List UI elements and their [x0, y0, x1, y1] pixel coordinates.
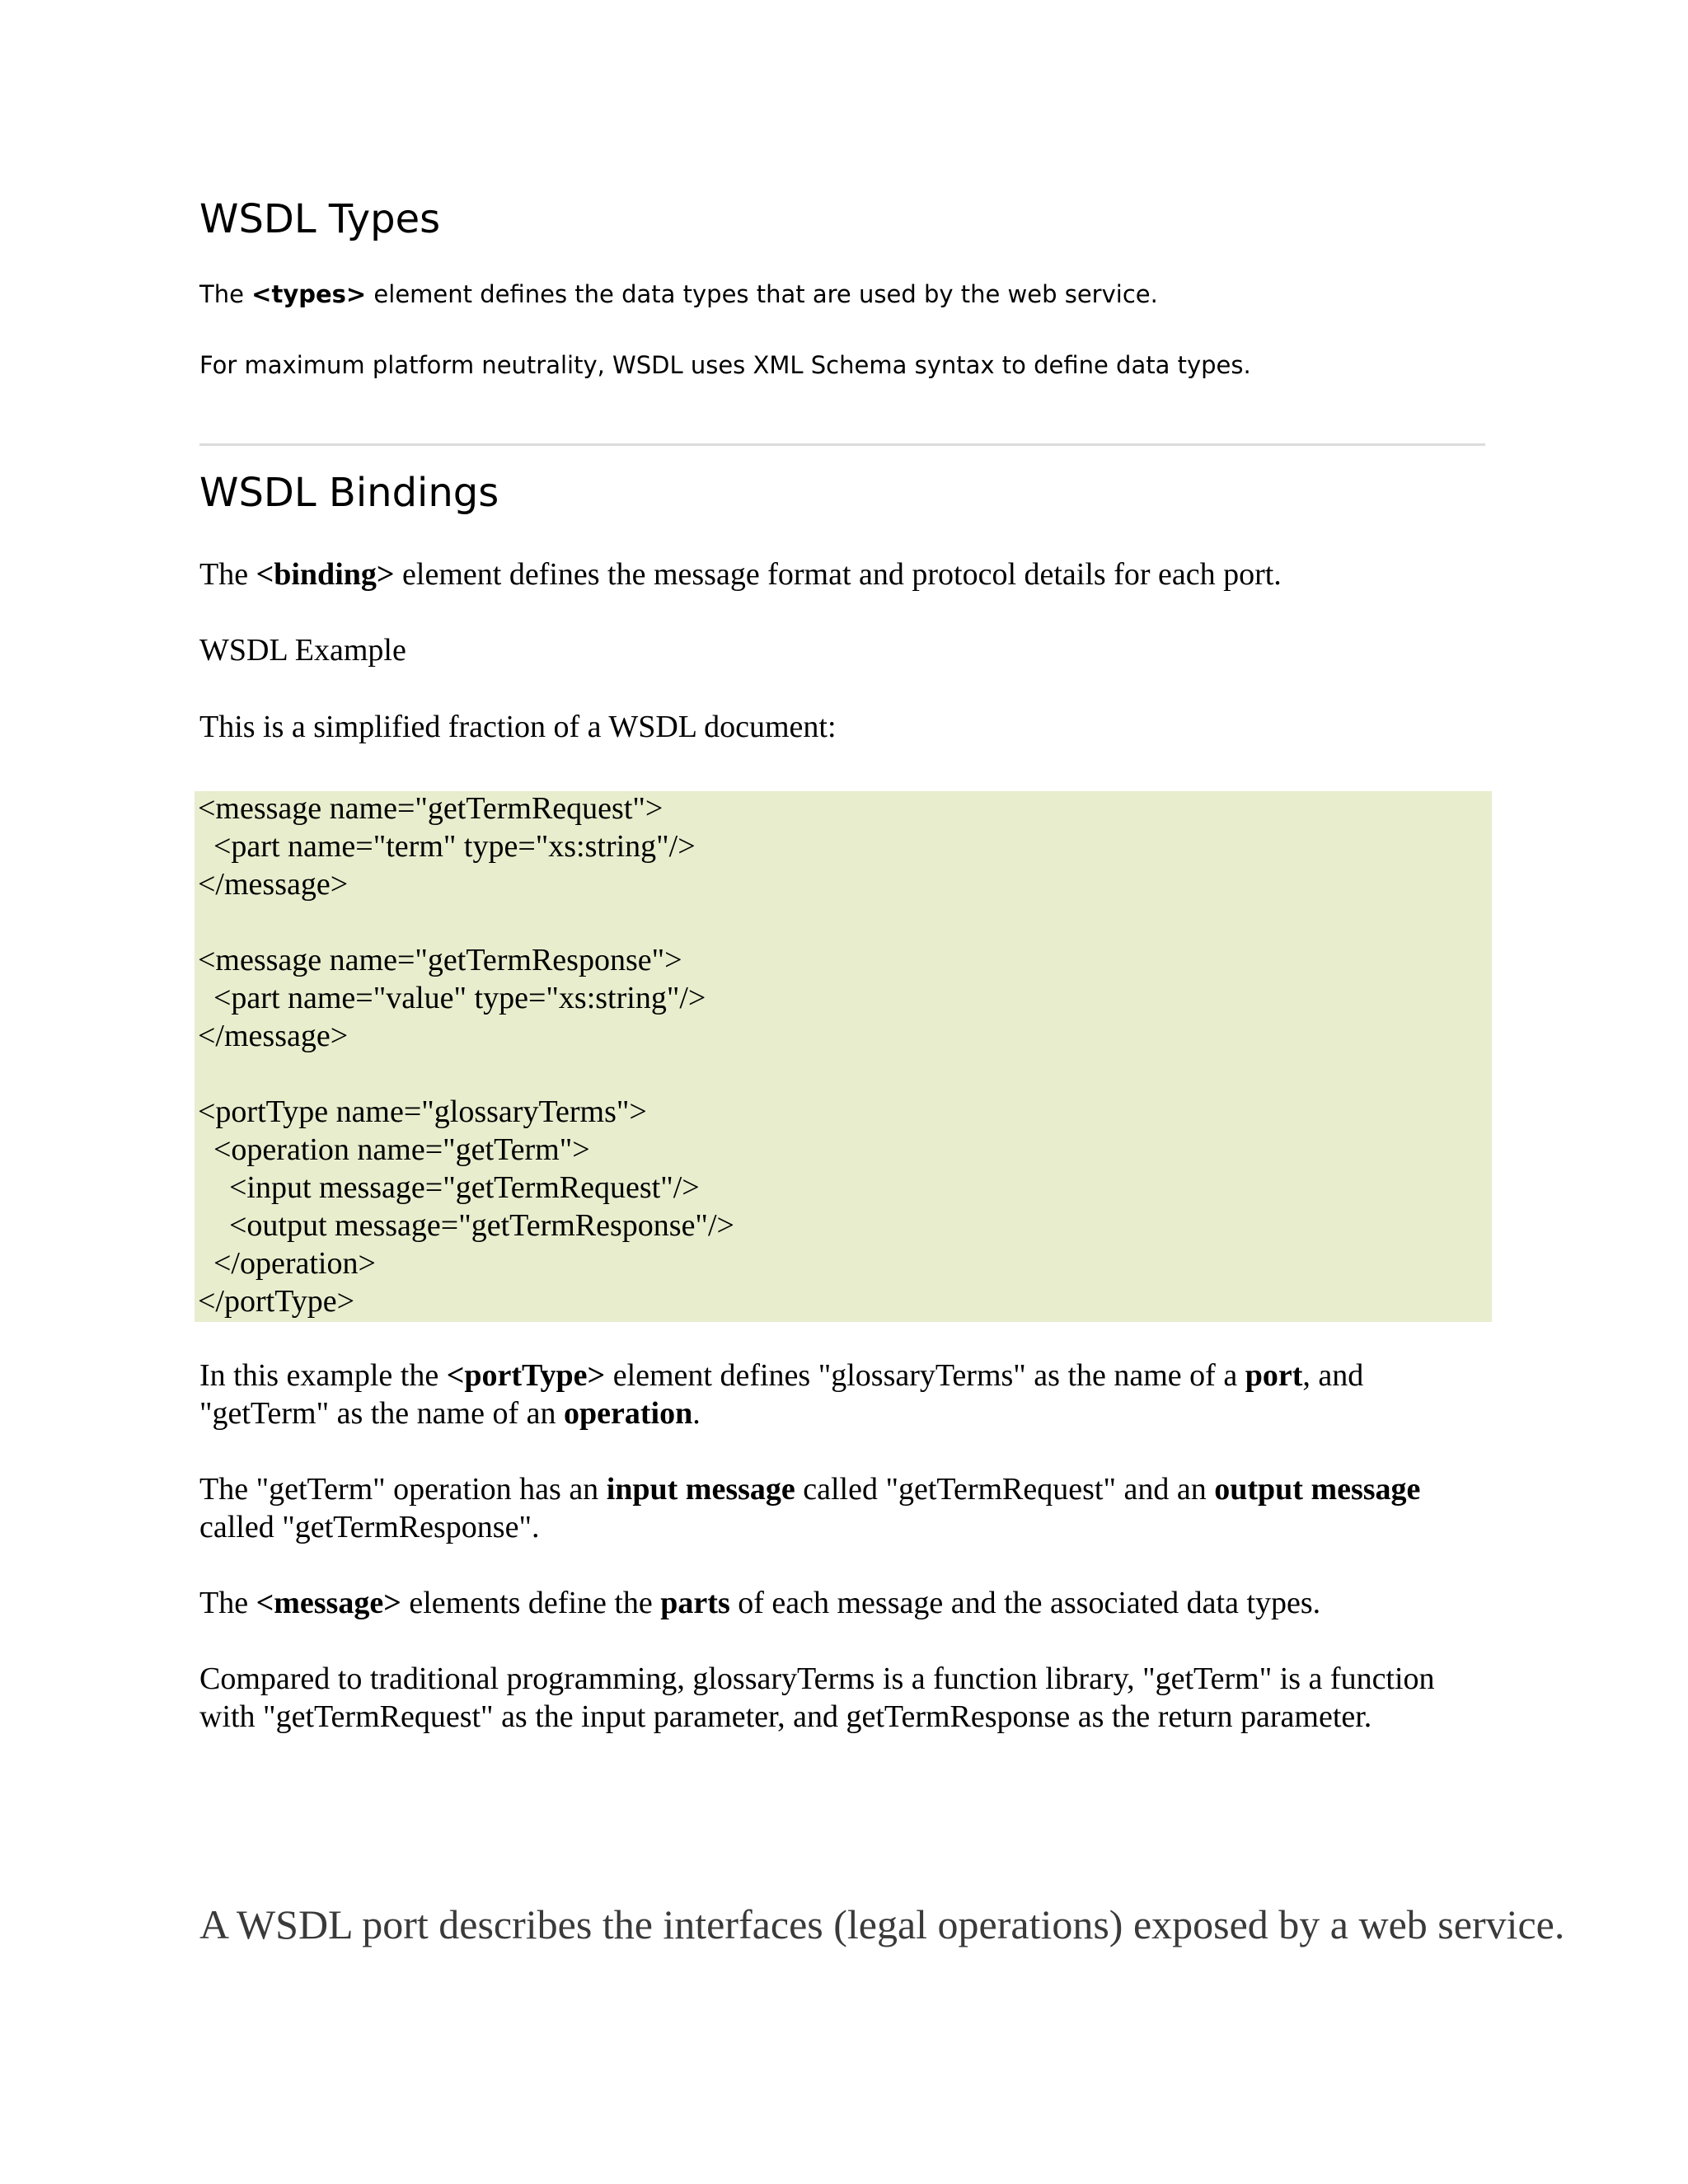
section-divider [199, 443, 1485, 446]
example-label: WSDL Example [199, 633, 406, 668]
code-line: <input message="getTermRequest"/> [198, 1170, 700, 1205]
code-line: <message name="getTermResponse"> [198, 943, 682, 977]
bindings-paragraph: The <binding> element defines the message format and protocol details for each port. [199, 557, 1282, 592]
code-line: <message name="getTermRequest"> [198, 791, 663, 826]
explanation-paragraph-3: The <message> elements define the parts of each message and the associated data types. [199, 1586, 1321, 1620]
types-heading: WSDL Types [199, 196, 441, 242]
code-line: <portType name="glossaryTerms"> [198, 1094, 647, 1129]
bindings-heading: WSDL Bindings [199, 470, 499, 516]
example-intro: This is a simplified fraction of a WSDL document: [199, 710, 837, 744]
code-line: <operation name="getTerm"> [198, 1132, 590, 1167]
code-line: </message> [198, 867, 349, 902]
code-line: </message> [198, 1019, 349, 1053]
code-line: <part name="value" type="xs:string"/> [198, 981, 706, 1015]
code-line: </portType> [198, 1284, 355, 1319]
code-line: <part name="term" type="xs:string"/> [198, 829, 696, 864]
types-paragraph-2: For maximum platform neutrality, WSDL uses XML Schema syntax to define data types. [199, 351, 1251, 379]
binding-tag: <binding> [256, 557, 395, 592]
code-line: </operation> [198, 1246, 376, 1281]
explanation-paragraph-4: Compared to traditional programming, glossaryTerms is a function library, "getTerm" is a function with "getTermRequest" as the input parameter, and getTermResponse as the return parameter. [199, 1661, 1435, 1734]
types-tag: <types> [251, 280, 367, 308]
explanation-paragraph-1: In this example the <portType> element defines "glossaryTerms" as the name of a port, and "getTerm" as the name of an operation. [199, 1358, 1364, 1431]
explanation-paragraph-2: The "getTerm" operation has an input message called "getTermRequest" and an output message called "getTermResponse". [199, 1472, 1421, 1544]
port-description-callout: A WSDL port describes the interfaces (legal operations) exposed by a web service. [199, 1901, 1565, 1947]
code-line: <output message="getTermResponse"/> [198, 1208, 734, 1243]
types-paragraph-1: The <types> element defines the data types that are used by the web service. [199, 280, 1158, 308]
